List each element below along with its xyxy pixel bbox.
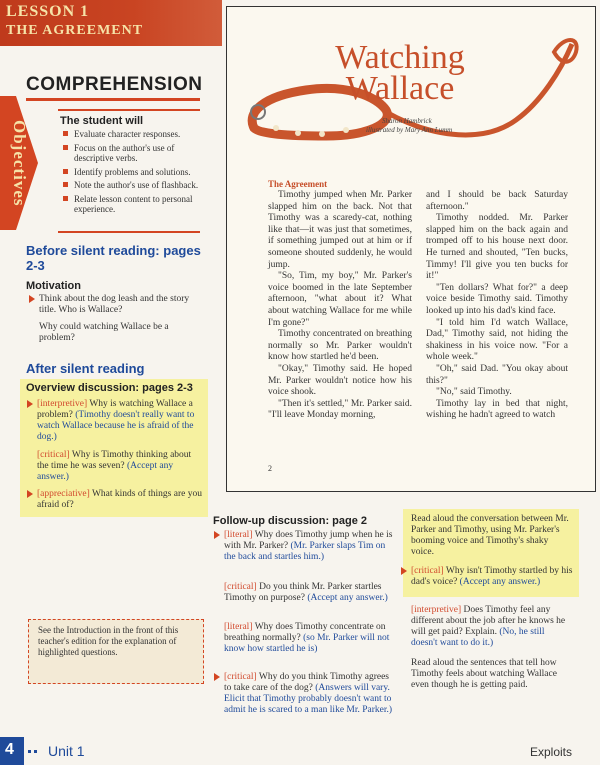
footer-unit: Unit 1 [48, 743, 85, 759]
question-text: Does Timothy feel any different about the job after he knows he will get paid? Explain. [411, 605, 566, 637]
story-paragraph: "Ten dollars? What for?" a deep voice beside Timothy said. Timothy looked up into his dad's kind face. [426, 282, 568, 316]
rightcol-question-1 [411, 566, 573, 588]
followup-title: Follow-up discussion: page 2 [213, 515, 368, 527]
motivation-question: Why could watching Wallace be a problem? [39, 322, 169, 343]
question-tag: [interpretive] [37, 399, 88, 409]
read-aloud-instruction: Read aloud the conversation between Mr. Parker and Timothy, using Mr. Parker's booming voice and Timothy's shaky voice. [411, 514, 569, 557]
answer-text: (Mr. Parker slaps Tim on the back and startles him.) [224, 541, 386, 562]
story-paragraph: "Then it's settled," Mr. Parker said. "I'll leave Monday morning, [268, 398, 412, 421]
story-paragraph: "So, Tim, my boy," Mr. Parker's voice boomed in the late September afternoon, "what about it? What about watching Wallace for me while I'm gone?" [268, 271, 412, 328]
question-tag: [critical] [224, 672, 257, 682]
story-paragraph: Timothy nodded. Mr. Parker slapped him on the back again and tromped off to his house next door. He turned and shouted, "Ten bucks, Timmy! I'll give you ten bucks for it!" [426, 213, 568, 282]
story-paragraph: Timothy lay in bed that night, wishing he hadn't agreed to watch [426, 398, 568, 421]
arrow-bullet-icon [401, 567, 407, 575]
overview-question-1 [37, 399, 205, 443]
lesson-title: LESSON 1 [6, 3, 90, 20]
story-column-right [426, 190, 568, 422]
overview-question-2 [37, 450, 205, 483]
question-tag: [critical] [411, 566, 444, 576]
objectives-top-rule [58, 109, 200, 111]
answer-text: (Accept any answer.) [37, 461, 174, 482]
answer-text: (Accept any answer.) [459, 577, 541, 587]
question-text: Why does Timothy concentrate on breathing normally? [224, 622, 386, 643]
objectives-bottom-rule [58, 231, 200, 233]
answer-text: (Answers will vary. Elicit that Timothy probably doesn't want to admit he is scared to a man like Mr. Parker.) [224, 683, 393, 715]
followup-question-4 [224, 672, 394, 716]
question-tag: [critical] [224, 582, 257, 592]
lesson-subtitle: THE AGREEMENT [6, 23, 144, 38]
after-reading-heading: After silent reading [26, 361, 145, 376]
question-text: Why isn't Timothy startled by his dad's voice? [411, 566, 573, 587]
arrow-bullet-icon [214, 531, 220, 539]
story-paragraph: "Okay," Timothy said. He hoped Mr. Parker wouldn't notice how his voice shook. [268, 363, 412, 398]
question-tag: [literal] [224, 530, 253, 540]
story-author: Sharon Hambrick [382, 117, 432, 125]
question-tag: [critical] [37, 450, 70, 460]
motivation-item-text: Think about the dog leash and the story title. Who is Wallace? [39, 294, 190, 315]
footer-page-number: 4 [5, 741, 14, 758]
student-will-label: The student will [60, 115, 144, 127]
story-paragraph: Timothy jumped when Mr. Parker slapped him on the back. Not that Timothy was a scaredy-cat, nothing like that—it was just that sometimes, if something jumped out at him or if someone shouted suddenly, he would jump. [268, 190, 412, 270]
question-tag: [interpretive] [411, 605, 462, 615]
story-paragraph: "No," said Timothy. [436, 387, 512, 398]
arrow-bullet-icon [29, 295, 35, 303]
objective-item: Identify problems and solutions. [62, 167, 207, 178]
footer-dots-icon [28, 750, 38, 753]
objectives-tab-label: Objectives [10, 119, 29, 207]
arrow-bullet-icon [214, 673, 220, 681]
objective-item: Evaluate character responses. [62, 129, 207, 140]
question-tag: [literal] [224, 622, 253, 632]
followup-question-1 [224, 530, 394, 563]
motivation-item [39, 294, 199, 316]
question-text: Why is Timothy thinking about the time he was seven? [37, 450, 192, 471]
arrow-bullet-icon [27, 400, 33, 408]
motivation-heading: Motivation [26, 280, 81, 292]
story-illustrator: illustrated by Mary Ann Lumm [366, 126, 453, 134]
read-aloud-instruction-2: Read aloud the sentences that tell how Timothy feels about watching Wallace even though he is getting paid. [411, 658, 557, 690]
heading-rule [26, 98, 200, 101]
objective-item: Relate lesson content to personal experience. [62, 194, 207, 215]
answer-text: (Timothy doesn't really want to watch Wallace because he is afraid of the dog.) [37, 410, 195, 442]
objectives-list [62, 129, 207, 218]
story-paragraph: "I told him I'd watch Wallace, Dad," Timothy said, not hiding the shakiness in his voice now. "For a whole week." [426, 317, 568, 363]
objective-item: Note the author's use of flashback. [62, 180, 207, 191]
story-paragraph: and I should be back Saturday afternoon." [426, 190, 568, 212]
followup-question-2 [224, 582, 394, 604]
lesson-banner [0, 0, 222, 46]
story-title-line-2: Wallace [345, 70, 455, 107]
question-text: What kinds of things are you afraid of? [37, 489, 202, 510]
rightcol-question-2 [411, 605, 573, 649]
question-text: Why is watching Wallace a problem? [37, 399, 193, 420]
arrow-bullet-icon [27, 490, 33, 498]
followup-question-3 [224, 622, 394, 655]
question-tag: [appreciative] [37, 489, 90, 499]
overview-title: Overview discussion: pages 2-3 [26, 382, 193, 394]
comprehension-heading: COMPREHENSION [26, 74, 203, 95]
story-section-heading: The Agreement [268, 179, 328, 189]
story-title-line-1: Watching [335, 39, 465, 76]
answer-text: (so Mr. Parker will not know how startled he is) [224, 633, 390, 654]
story-paragraph: "Oh," said Dad. "You okay about this?" [426, 363, 568, 386]
before-reading-heading: Before silent reading: pages 2-3 [26, 243, 201, 273]
intro-note-text: See the Introduction in the front of this teacher's edition for the explanation of highlighted questions. [38, 625, 179, 657]
story-column-left [268, 190, 412, 422]
answer-text: (No, he still doesn't want to do it.) [411, 627, 545, 648]
question-text: Do you think Mr. Parker startles Timothy on purpose? [224, 582, 382, 603]
objective-item: Focus on the author's use of descriptive verbs. [62, 143, 207, 164]
footer-book-title: Exploits [530, 745, 573, 759]
question-text: Why do you think Timothy agrees to take care of the dog? [224, 672, 390, 693]
overview-question-3 [37, 489, 205, 511]
question-text: Why does Timothy jump when he is with Mr. Parker? [224, 530, 393, 551]
objectives-tab-label-wrap [0, 96, 38, 230]
story-paragraph: Timothy concentrated on breathing normally so Mr. Parker wouldn't know how startled he'd been. [268, 329, 412, 363]
story-page-number: 2 [268, 464, 272, 473]
story-title [300, 39, 500, 107]
answer-text: (Accept any answer.) [307, 593, 388, 603]
